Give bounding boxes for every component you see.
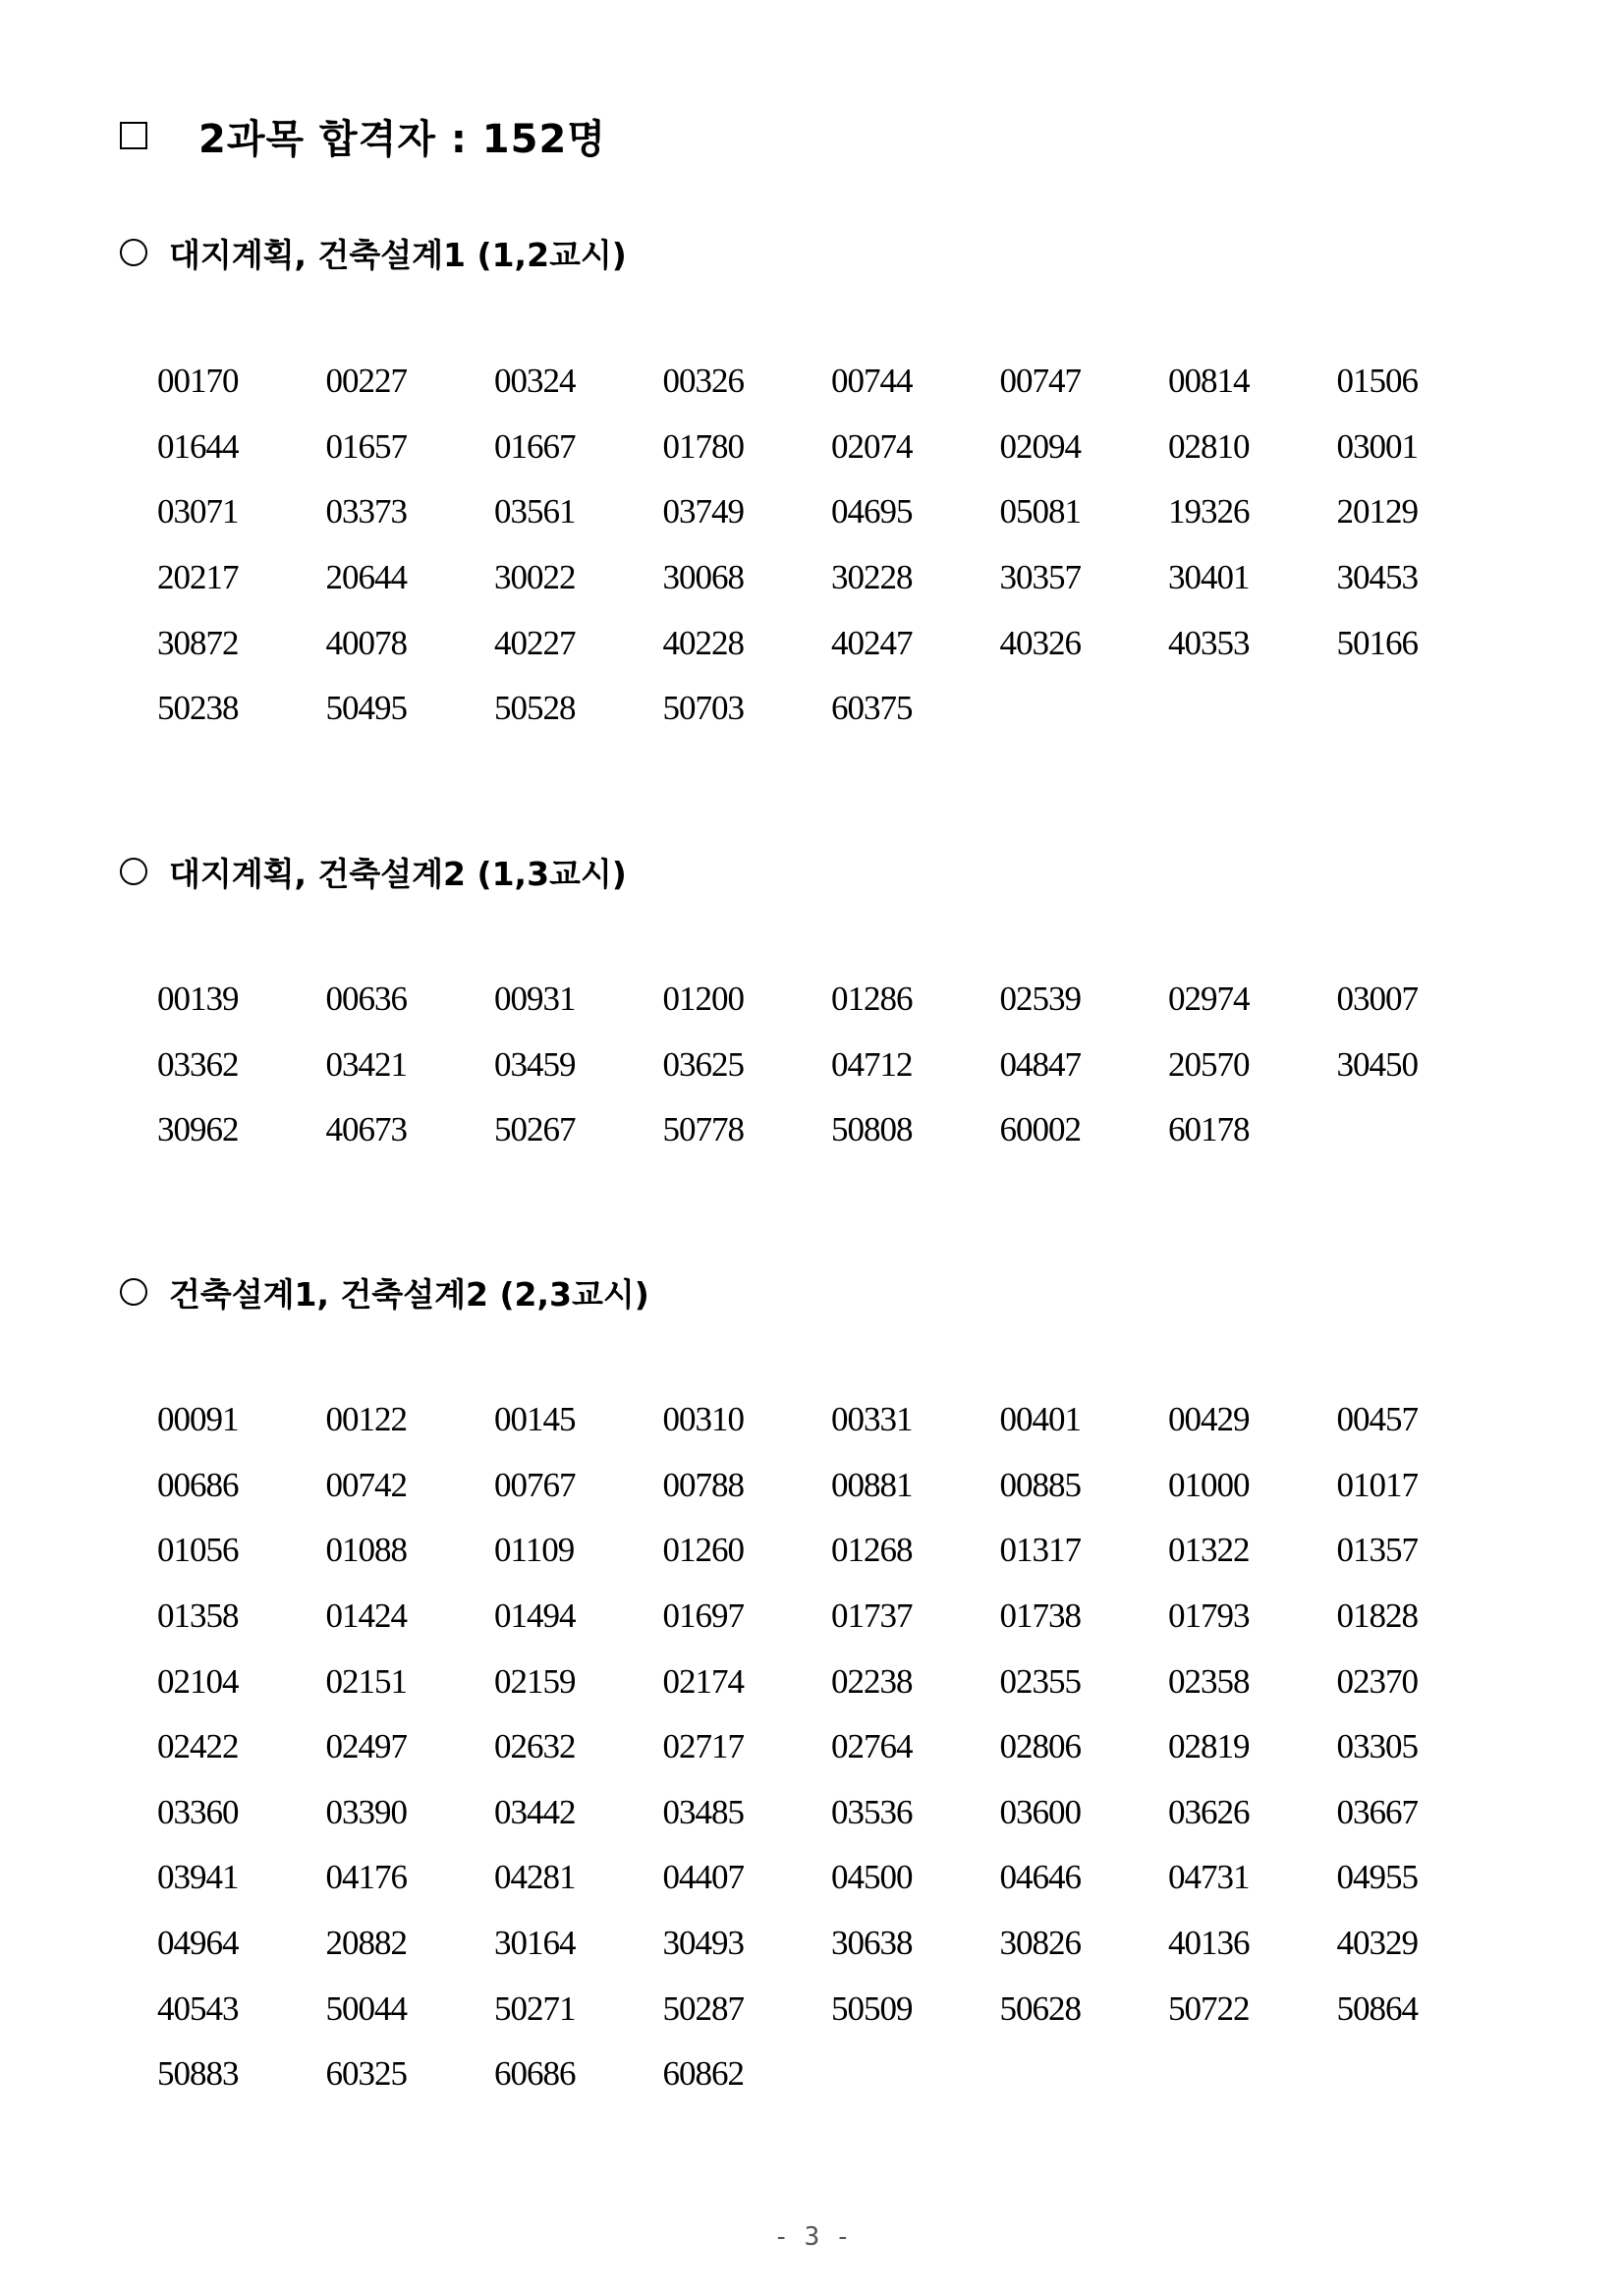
candidate-number: 03941 [157,1858,239,1897]
candidate-number: 03536 [831,1792,913,1831]
candidate-number: 02806 [999,1727,1081,1766]
candidate-number: 00170 [157,362,239,401]
candidate-number: 40247 [831,623,913,662]
candidate-number: 50703 [662,689,744,728]
candidate-number: 40078 [325,623,407,662]
candidate-number: 00814 [1168,362,1250,401]
candidate-number: 04500 [831,1858,913,1897]
candidate-number: 60862 [662,2054,744,2094]
candidate-number: 02238 [831,1661,913,1701]
candidate-number: 40227 [494,623,576,662]
candidate-number: 03007 [1336,980,1418,1019]
candidate-number: 00686 [157,1465,239,1504]
candidate-number: 30022 [494,558,576,597]
candidate-number: 50778 [662,1110,744,1149]
section-heading-2 [120,847,627,896]
page-number: - 3 - [773,2222,851,2252]
candidate-number: 00324 [494,362,576,401]
candidate-number: 03485 [662,1792,744,1831]
candidate-number: 04731 [1168,1858,1250,1897]
candidate-number: 01109 [494,1531,575,1570]
section-title: 건축설계1, 건축설계2 (2,3교시) [169,1274,649,1314]
candidate-number: 04281 [494,1858,576,1897]
candidate-number: 00742 [325,1465,407,1504]
candidate-number: 50509 [831,1988,913,2028]
candidate-number: 19326 [1168,492,1250,532]
candidate-number: 50528 [494,689,576,728]
candidate-number: 00401 [999,1400,1081,1439]
candidate-number: 60325 [325,2054,407,2094]
candidate-number: 20129 [1336,492,1418,532]
candidate-number: 50271 [494,1988,576,2028]
candidate-number: 02094 [999,426,1081,466]
candidate-number: 01738 [999,1596,1081,1636]
candidate-number: 00331 [831,1400,913,1439]
candidate-number: 01644 [157,426,239,466]
candidate-number: 30228 [831,558,913,597]
candidate-number: 01260 [662,1531,744,1570]
candidate-number: 00227 [325,362,407,401]
candidate-number: 00885 [999,1465,1081,1504]
candidate-number: 03625 [662,1044,744,1084]
candidate-number: 20882 [325,1924,407,1963]
candidate-number: 00636 [325,980,407,1019]
main-heading-text: 2과목 합격자 : 152명 [198,116,606,162]
candidate-number: 50166 [1336,623,1418,662]
candidate-number: 00767 [494,1465,576,1504]
candidate-number: 01317 [999,1531,1081,1570]
candidate-number: 30450 [1336,1044,1418,1084]
candidate-number: 00429 [1168,1400,1250,1439]
candidate-number: 01657 [325,426,407,466]
candidate-number: 04407 [662,1858,744,1897]
candidate-number: 01424 [325,1596,407,1636]
candidate-number: 50864 [1336,1988,1418,2028]
candidate-number: 50044 [325,1988,407,2028]
candidate-number: 03071 [157,492,239,532]
candidate-number: 20217 [157,558,239,597]
main-heading [120,106,606,165]
candidate-number: 04955 [1336,1858,1418,1897]
candidate-number: 03667 [1336,1792,1418,1831]
candidate-number: 03360 [157,1792,239,1831]
candidate-number: 01286 [831,980,913,1019]
circle-bullet-icon [120,239,147,266]
candidate-number: 00139 [157,980,239,1019]
candidate-number: 60002 [999,1110,1081,1149]
candidate-number: 03421 [325,1044,407,1084]
candidate-number: 00145 [494,1400,576,1439]
candidate-number: 00310 [662,1400,744,1439]
candidate-number: 02355 [999,1661,1081,1701]
candidate-number: 01000 [1168,1465,1250,1504]
candidate-number: 02539 [999,980,1081,1019]
candidate-number: 04712 [831,1044,913,1084]
candidate-number: 30453 [1336,558,1418,597]
candidate-number: 00457 [1336,1400,1418,1439]
candidate-number: 50628 [999,1988,1081,2028]
section-heading-3 [120,1267,649,1316]
candidate-number: 02370 [1336,1661,1418,1701]
candidate-number: 04964 [157,1924,239,1963]
candidate-number: 40326 [999,623,1081,662]
candidate-number: 01200 [662,980,744,1019]
candidate-number: 20644 [325,558,407,597]
candidate-number: 02717 [662,1727,744,1766]
candidate-number: 02764 [831,1727,913,1766]
candidate-number: 02159 [494,1661,576,1701]
candidate-number: 30357 [999,558,1081,597]
candidate-number: 60375 [831,689,913,728]
candidate-number: 40228 [662,623,744,662]
candidate-number: 00747 [999,362,1081,401]
candidate-number: 40329 [1336,1924,1418,1963]
candidate-number: 02422 [157,1727,239,1766]
candidate-number: 01494 [494,1596,576,1636]
candidate-number: 50238 [157,689,239,728]
candidate-number: 01793 [1168,1596,1250,1636]
candidate-number: 02074 [831,426,913,466]
candidate-number: 02174 [662,1661,744,1701]
candidate-number: 03561 [494,492,576,532]
candidate-number: 02974 [1168,980,1250,1019]
candidate-number: 60686 [494,2054,576,2094]
candidate-number: 03001 [1336,426,1418,466]
candidate-number: 01506 [1336,362,1418,401]
candidate-number: 00326 [662,362,744,401]
candidate-number: 03305 [1336,1727,1418,1766]
candidate-number: 03459 [494,1044,576,1084]
candidate-number: 02497 [325,1727,407,1766]
candidate-number: 30962 [157,1110,239,1149]
candidate-number: 03600 [999,1792,1081,1831]
candidate-number: 01017 [1336,1465,1418,1504]
candidate-number: 40136 [1168,1924,1250,1963]
candidate-number: 50495 [325,689,407,728]
candidate-number: 00931 [494,980,576,1019]
candidate-number: 01667 [494,426,576,466]
candidate-number: 30164 [494,1924,576,1963]
candidate-number-grid-3 [157,1387,1505,2107]
candidate-number: 02819 [1168,1727,1250,1766]
candidate-number: 01737 [831,1596,913,1636]
candidate-number: 30401 [1168,558,1250,597]
candidate-number: 50267 [494,1110,576,1149]
candidate-number: 40673 [325,1110,407,1149]
candidate-number: 01697 [662,1596,744,1636]
candidate-number-grid-1 [157,349,1505,742]
candidate-number: 01358 [157,1596,239,1636]
candidate-number: 50287 [662,1988,744,2028]
candidate-number: 00788 [662,1465,744,1504]
candidate-number: 00122 [325,1400,407,1439]
section-title: 대지계획, 건축설계2 (1,3교시) [169,854,627,893]
candidate-number: 01828 [1336,1596,1418,1636]
candidate-number: 30068 [662,558,744,597]
candidate-number: 01268 [831,1531,913,1570]
candidate-number: 04695 [831,492,913,532]
section-title: 대지계획, 건축설계1 (1,2교시) [169,235,627,274]
candidate-number: 03390 [325,1792,407,1831]
candidate-number: 40353 [1168,623,1250,662]
candidate-number: 00091 [157,1400,239,1439]
candidate-number: 04646 [999,1858,1081,1897]
candidate-number: 02810 [1168,426,1250,466]
candidate-number: 03373 [325,492,407,532]
candidate-number: 03626 [1168,1792,1250,1831]
candidate-number: 02151 [325,1661,407,1701]
candidate-number: 00881 [831,1465,913,1504]
candidate-number: 04847 [999,1044,1081,1084]
candidate-number: 50883 [157,2054,239,2094]
candidate-number: 50808 [831,1110,913,1149]
candidate-number: 60178 [1168,1110,1250,1149]
candidate-number: 40543 [157,1988,239,2028]
candidate-number: 03749 [662,492,744,532]
candidate-number: 02104 [157,1661,239,1701]
candidate-number: 50722 [1168,1988,1250,2028]
candidate-number: 02632 [494,1727,576,1766]
candidate-number: 01780 [662,426,744,466]
candidate-number: 03362 [157,1044,239,1084]
square-bullet-icon [120,122,147,149]
candidate-number: 02358 [1168,1661,1250,1701]
section-heading-1 [120,228,627,277]
candidate-number: 01357 [1336,1531,1418,1570]
candidate-number: 01322 [1168,1531,1250,1570]
circle-bullet-icon [120,858,147,885]
candidate-number: 00744 [831,362,913,401]
circle-bullet-icon [120,1278,147,1306]
candidate-number-grid-2 [157,967,1505,1163]
candidate-number: 30826 [999,1924,1081,1963]
candidate-number: 30872 [157,623,239,662]
candidate-number: 30638 [831,1924,913,1963]
candidate-number: 04176 [325,1858,407,1897]
candidate-number: 01088 [325,1531,407,1570]
candidate-number: 20570 [1168,1044,1250,1084]
candidate-number: 30493 [662,1924,744,1963]
candidate-number: 05081 [999,492,1081,532]
candidate-number: 01056 [157,1531,239,1570]
candidate-number: 03442 [494,1792,576,1831]
